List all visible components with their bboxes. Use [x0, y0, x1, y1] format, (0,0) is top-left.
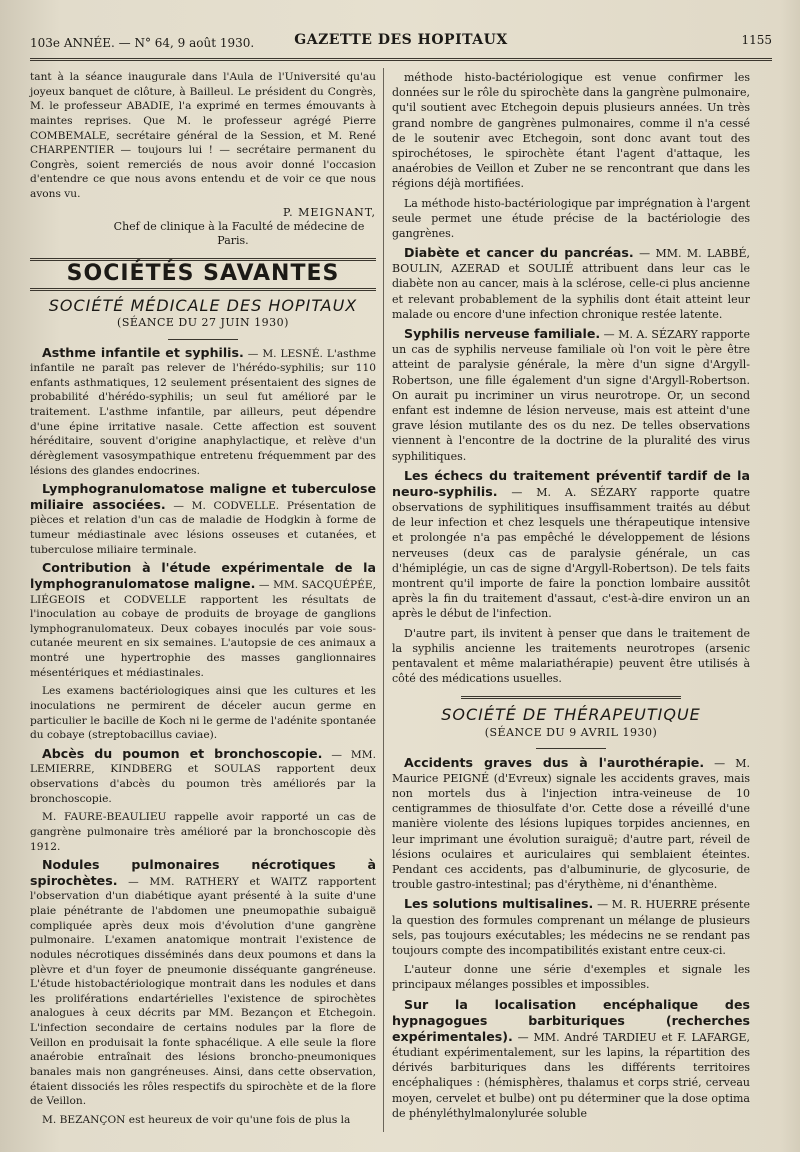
article-paragraph	[392, 896, 750, 958]
article-title: Sur la localisation encéphalique des hypnagogues barbituriques (recherches expérimentales).	[392, 996, 750, 1044]
article-paragraph	[392, 326, 750, 464]
article-body: D'autre part, ils invitent à penser que dans le traitement de la syphilis ancienne les traitements neurotropes (arsenic pentavalent et même malariathérapie) peuvent être utilisés à côté des médications usuelles.	[392, 626, 750, 686]
right-column	[392, 70, 750, 1125]
session-date-therapeutique: (SÉANCE DU 9 AVRIL 1930)	[484, 725, 658, 739]
article-body: méthode histo-bactériologique est venue confirmer les données sur le rôle du spirochète dans la gangrène pulmonaire, qu'il soutient avec Etchegoin depuis plusieurs années. Un très grand nombre de gangrènes pulmonaires, comme il n'a cessé de le soutenir avec Etchegoin, sont donc avant tout des spirochétoses, le spirochète étant l'agent d'attaque, les anaérobies de Veillon et Zuber ne se rencontrant que dans les régions déjà mortifiées.	[392, 71, 750, 191]
issue-info: 103e ANNÉE. — N° 64, 9 août 1930.	[30, 36, 255, 50]
article-title: Contribution à l'étude expérimentale de la lymphogranulomatose maligne.	[30, 560, 376, 591]
article-body: — MM. LEMIERRE, KINDBERG et SOULAS rapportent deux observations d'abcès du poumon très améliorés par la bronchoscopie.	[30, 748, 376, 805]
society-title-therapeutique: SOCIÉTÉ DE THÉRAPEUTIQUE	[441, 705, 701, 725]
article-paragraph	[392, 245, 750, 322]
article-paragraph	[30, 810, 376, 854]
article-paragraph	[392, 962, 750, 992]
header-rule	[30, 58, 772, 61]
left-articles	[30, 346, 376, 1128]
article-body: — MM. André TARDIEU et F. LAFARGE, étudiant expérimentalement, sur les lapins, la répartition des dérivés barbituriques dans les différents territoires encéphaliques : (hémisphères, thalamus et corps strié, cerveau moyen, cervelet et bulbe) ont pu déterminer que la dose optima de phényléthylmalonylurée soluble	[392, 1030, 750, 1120]
article-paragraph	[30, 561, 376, 680]
article-paragraph	[30, 684, 376, 743]
page-number: 1155	[741, 33, 772, 47]
article-body: M. FAURE-BEAULIEU rappelle avoir rapporté un cas de gangrène pulmonaire très amélioré par la bronchoscopie dès 1912.	[30, 811, 376, 853]
article-body: — M. A. SÉZARY rapporte un cas de syphilis nerveuse familiale où l'on voit le père être atteint de paralysie générale, la mère d'un signe d'Argyll-Robertson, une fille également d'un signe d'Argyll-Robertson. On aurait pu incriminer un virus neurotrope. Or, un second enfant est indemne de lésion nerveuse, mais est atteint d'une grave lésion mutilante des os du nez. De telles observations viennent à l'encontre de la doctrine de la pluralité des virus syphilitiques.	[392, 328, 750, 463]
session-rule-therapeutique	[536, 748, 606, 749]
signature-role: Chef de clinique à la Faculté de médecine de Paris.	[113, 219, 365, 247]
section-banner	[30, 258, 376, 292]
article-paragraph	[30, 346, 376, 479]
journal-title: GAZETTE DES HOPITAUX	[294, 32, 508, 48]
article-body: M. BEZANÇON est heureux de voir qu'une fois de plus la	[42, 1113, 351, 1126]
article-title: Nodules pulmonaires nécrotiques à spirochètes.	[30, 857, 376, 888]
article-body: — M. LESNÉ. L'asthme infantile ne paraît pas relever de l'hérédo-syphilis; sur 110 enfants asthmatiques, 12 seulement présentaient des signes de probabilité d'hérédo-syphilis; un seul fut amélioré par le traitement. L'asthme infantile, par ailleurs, peut dépendre d'une épine irritative nasale. Cette affection est souvent héréditaire, souvent d'origine anaphylactique, et relève d'un dérèglement vasosympathique entretenu fréquemment par des lésions des glandes endocrines.	[30, 347, 376, 477]
article-paragraph	[30, 747, 376, 807]
article-paragraph	[30, 858, 376, 1109]
section-separator	[461, 696, 681, 699]
article-body: Les examens bactériologiques ainsi que les cultures et les inoculations ne permirent de déceler aucun germe en particulier le bacille de Koch ni le germe de l'adénite spontanée du cobaye (streptobacillus caviae).	[30, 685, 376, 742]
right-articles-top	[392, 70, 750, 686]
article-paragraph	[392, 755, 750, 893]
article-title: Diabète et cancer du pancréas.	[404, 245, 634, 261]
article-paragraph	[392, 997, 750, 1122]
session-date: (SÉANCE DU 27 JUIN 1930)	[117, 315, 289, 329]
article-paragraph	[30, 482, 376, 557]
article-title: Accidents graves dus à l'aurothérapie.	[404, 754, 705, 770]
section-banner-title: SOCIÉTÉS SAVANTES	[66, 260, 340, 286]
article-body: — M. R. HUERRE présente la question des formules comprenant un mélange de plusieurs sels, pas toujours exécutables; les médecins ne se rendant pas toujours compte des incompatibilités existant entre ceux-ci.	[392, 898, 750, 957]
intro-paragraph: tant à la séance inaugurale dans l'Aula de l'Université qu'au joyeux banquet de clôture, à Bailleul. Le président du Congrès, M. le professeur ABADIE, l'a exprimé en termes émouvants à maintes reprises. Que M. le professeur agrégé Pierre COMBEMALE, secrétaire général de la Session, et M. René CHARPENTIER — toujours lui ! — secrétaire permanent du Congrès, soient remerciés de nous avoir donné l'occasion d'entendre ce que nous avons entendu et de voir ce que nous avons vu.	[30, 71, 376, 200]
article-paragraph	[392, 468, 750, 622]
article-body: La méthode histo-bactériologique par imprégnation à l'argent seule permet une étude précise de la bactériologie des gangrènes.	[392, 196, 750, 240]
article-body: — M. Maurice PEIGNÉ (d'Evreux) signale les accidents graves, mais non mortels dus à l'injection intra-veineuse de 10 centigrammes de thiosulfate d'or. Cette dose a réveillé d'une manière violente des lésions lupiques torpides anciennes, en leur imprimant une évolution suraiguë; d'autre part, réveil de lésions oculaires et auriculaires qui semblaient éteintes. Pendant ces accidents, pas d'albuminurie, de glycosurie, de trouble gastro-intestinal; pas d'érythème, ni d'énanthème.	[392, 756, 750, 892]
article-paragraph	[392, 196, 750, 242]
article-title: Les solutions multisalines.	[404, 896, 594, 912]
article-body: — MM. SACQUÉPÉE, LIÉGEOIS et CODVELLE rapportent les résultats de l'inoculation au cobaye de produits de broyage de ganglions lymphogranulomateux. Deux cobayes inoculés par voie sous-cutanée meurent en six semaines. L'autopsie de ces animaux a montré une hypertrophie des masses ganglionnaires mésentériques et médiastinales.	[30, 578, 376, 679]
article-title: Lymphogranulomatose maligne et tuberculose miliaire associées.	[30, 481, 376, 512]
article-body: — M. A. SÉZARY rapporte quatre observations de syphilitiques insuffisamment traités au début de leur infection et chez lesquels une thérapeutique intensive et prolongée n'a pas empêché le développement de lésions nerveuses (deux cas de paralysie générale, un cas d'hémiplégie, un cas de signe d'Argyll-Robertson). De tels faits montrent qu'il importe de faire la ponction lombaire aussitôt après la fin du traitement d'assaut, c'est-à-dire environ un an après le début de l'infection.	[392, 485, 750, 621]
left-column	[30, 70, 376, 1131]
article-title: Syphilis nerveuse familiale.	[404, 326, 601, 341]
article-paragraph	[392, 70, 750, 192]
right-articles-bottom	[392, 755, 750, 1121]
article-paragraph	[392, 626, 750, 687]
column-divider	[383, 68, 384, 1132]
signature-name: P. MEIGNANT,	[282, 205, 376, 219]
society-title: SOCIÉTÉ MÉDICALE DES HOPITAUX	[48, 296, 358, 316]
session-rule	[168, 339, 238, 340]
page-header	[30, 30, 772, 54]
article-paragraph	[30, 1113, 376, 1128]
article-title: Les échecs du traitement préventif tardif de la neuro-syphilis.	[392, 467, 750, 499]
article-title: Abcès du poumon et bronchoscopie.	[42, 745, 323, 761]
article-title: Asthme infantile et syphilis.	[42, 344, 244, 360]
article-body: — MM. M. LABBÉ, BOULIN, AZERAD et SOULIÉ attribuent dans leur cas le diabète non au cancer, mais à la sclérose, celle-ci plus ancienne et relevant probablement de la syphilis dont était atteint leur malade ou encore d'une infection chronique restée latente.	[392, 247, 750, 321]
article-body: — M. CODVELLE. Présentation de pièces et relation d'un cas de maladie de Hodgkin à forme de tumeur médiastinale avec lésions osseuses et cutanées, et tuberculose miliaire terminale.	[30, 499, 377, 556]
article-body: — MM. RATHERY et WAITZ rapportent l'observation d'un diabétique ayant présenté à la suite d'une plaie pénétrante de l'abdomen une pneumopathie subaiguë compliquée après deux mois d'évolution d'une gangrène pulmonaire. L'examen anatomique montrait l'existence de nodules nécrotiques disséminés dans deux poumons et dans la plèvre et d'un foyer de pneumonie disséquante gangréneuse. L'étude histobactériologique montrait dans les nodules et dans les proliférations endartérielles l'existence de spirochètes analogues à ceux décrits par MM. Bezançon et Etchegoin. L'infection secondaire de certains nodules par la flore de Veillon en produisait la fonte sphacélique. A elle seule la flore anaérobie entraînait des lésions broncho-pneumoniques banales mais non gangréneuses. Ainsi, dans cette observation, étaient dissociés les rôles respectifs du spirochète et de la flore de Veillon.	[30, 875, 376, 1108]
article-body: L'auteur donne une série d'exemples et signale les principaux mélanges possibles et impossibles.	[392, 963, 750, 992]
